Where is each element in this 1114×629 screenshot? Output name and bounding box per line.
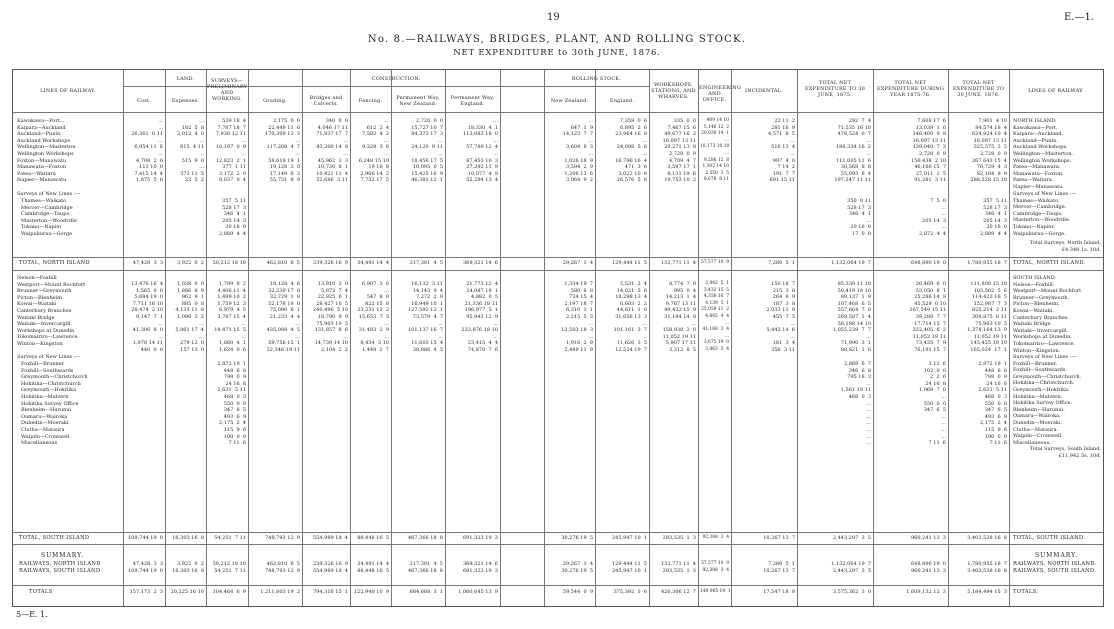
row-value: 129,444 11 5	[612, 260, 647, 266]
row-value: 92,388 3 4	[702, 535, 729, 540]
row-value: 54,251 7 11	[214, 535, 246, 541]
expenditure-table	[12, 69, 1104, 607]
north-rs-eng: 7,359 0 6 6,895 2 6 23,964 16 8 ... 24,098 5 6 ... 16,796 16 4 471 3 6 3,022 10 9 26,576 5 8	[615, 118, 647, 184]
south-lines-list: Nelson—Foxhill Westport—Mount Rochfort Brunner—Greymouth Picton—Blenheim Kowai—Waitaki Canterbury Branches Waitaki Bridge Waitaki—Invercargill Workshops at Dunedin Tokomairiro—Lawrence Winton—Kingston	[17, 275, 86, 347]
row-value: 648,890 19 0	[911, 561, 946, 567]
summary-north-label: RAILWAYS, NORTH ISLAND	[19, 561, 101, 567]
col-header-engineering: ENGINEERING AND OFFICE.	[699, 85, 741, 103]
north-total-1876: 7,901 4 10 84,574 18 4 624,924 10 4 16,097 13 11 325,375 3 5 2,728 0 9 267,643 15 4 76,729 4 3 82,104 9 9 288,528 15 10	[970, 118, 1007, 184]
south-total-label-right: TOTAL, SOUTH ISLAND.	[1013, 535, 1086, 541]
col-header-rolling: ROLLING STOCK.	[571, 76, 622, 82]
south-expenses: 1,038 0 0 1,886 8 9 962 9 1 885 0 8 4,135 11 8 1,096 3 2 ... 5,861 17 4 ... 279 12 0 157 13 0	[175, 281, 204, 353]
south-workshops: 8,774 7 0 995 0 4 14,213 1 4 9,787 13 11 49,422 15 9 31,184 14 8 ... 158,938 2 0 11,052 19 11 5,907 17 11 3,312 8 5	[662, 281, 696, 353]
row-value: 29,267 1 4	[562, 561, 593, 567]
col-header-total-1875: TOTAL NET EXPENDITURE TO 30 JUNE, 1875.	[805, 80, 865, 98]
row-value: 245,947 10 1	[612, 568, 647, 574]
row-value: 1,132,064 19 7	[831, 260, 871, 266]
row-value: 462,810 6 5	[266, 260, 300, 266]
south-surveys-heading: Surveys of New Lines :—	[17, 354, 81, 360]
row-value: 29,267 1 4	[562, 260, 593, 266]
col-header-pw-nz: Permanent Way, New Zealand.	[396, 95, 440, 107]
south-rs-nz: 1,334 19 7 580 6 8 724 15 4 2,197 18 7 6,210 1 1 2,215 5 3 ... 12,503 18 3 ... 1,916 2 9 2,489 11 9	[561, 281, 593, 353]
rule	[544, 70, 545, 606]
row-value: 1,609,132 12 3	[906, 589, 946, 595]
row-value: 375,392 1 6	[613, 589, 647, 595]
row-value: 88,448 16 5	[357, 568, 389, 574]
summary-totals-label: TOTALS	[29, 589, 53, 595]
north-survey-note: Total Surveys, North Island, £4,348 1s. 10d.	[1029, 240, 1101, 253]
page-reference: E.—1.	[1063, 12, 1094, 23]
rule	[302, 70, 303, 606]
row-value: 50,212 18 10	[212, 561, 246, 567]
col-header-incidental: INCIDENTAL.	[745, 88, 783, 94]
rule	[165, 70, 166, 606]
summary-heading-right: SUMMARY.	[1035, 552, 1079, 559]
south-surveys-new: 2,872 19 1 448 6 8 798 0 9 24 16 8 2,631 5 11 468 0 3 550 0 0 347 6 5 493 6 9 2,175 2 4 115 9 6 100 0 0 7 11 6	[217, 361, 246, 447]
south-surveys-list: Foxhill—Brunner Foxhill—Southwards Greymouth—Christchurch Hokitika—Christchurch Greymouth—Hokitika Hokitika—Malvern Hokitika Survey Office Blenheim—Hurunui Oamaru—Wairoka Dunedin—Moeraki Clutha—Mataura Waipihi—Cromwell Miscellaneous	[21, 361, 88, 447]
south-surveys-list-right: Surveys of New Lines :— Foxhill—Brunner. Foxhill—Southwards. Greymouth—Christchurch. Hokitika—Christchurch. Greymouth—Hokitika. Hokitika—Malvern. Hokitika Survey Office. Blenheim—Hurunui. Oamaru—Wairoka. Dunedin—Moeraki. Clutha—Mataura. Waipihi—Cromwell. Miscellaneous.	[1013, 354, 1082, 446]
south-year: 26,469 6 0 53,050 8 1 25,286 14 8 45,529 0 10 267,549 15 11 39,288 7 7 17,714 15 7 322,405 6 2 11,052 19 11 73,435 7 9 76,191 15 7	[909, 281, 946, 353]
col-header-total-year: TOTAL NET EXPENDITURE DURING YEAR 1875-76.	[876, 80, 945, 98]
row-value: 54,251 7 11	[214, 568, 246, 574]
rule	[731, 70, 732, 606]
rule	[206, 70, 207, 606]
col-header-rs-eng: England.	[609, 98, 635, 104]
col-header-total-1876: TOTAL NET EXPENDITURE TO 30 JUNE, 1876.	[952, 80, 1005, 98]
row-value: 245,947 10 1	[612, 535, 647, 541]
group-rule	[544, 86, 649, 87]
rule	[948, 70, 949, 606]
south-rs-eng: 5,531 2 4 14,021 5 6 18,298 13 4 6,603 2 2 44,611 1 0 31,656 13 3 ... 101,161 3 7 ... 11,626 3 5 12,524 19 7	[613, 281, 647, 353]
row-value: 7,280 5 1	[767, 260, 795, 266]
col-header-rs-nz: New Zealand.	[550, 98, 589, 104]
row-value: 7,280 5 1	[767, 561, 795, 567]
rule	[350, 70, 351, 606]
south-total-label: TOTAL, SOUTH ISLAND	[19, 535, 90, 541]
north-engineering: 409 14 10 5,146 12 2 20,030 14 1 ... 10,173 10 10 ... 9,286 12 8 1,302 14 10 2,550 3 5 8,678 8 11	[700, 118, 730, 183]
south-cost: 13,476 16 4 1,565 0 0 5,684 19 0 7,711 16 10 28,474 2 10 9,147 7 1 ... 41,306 8 0 ... 1,978 14 11 440 0 0	[131, 281, 163, 353]
rule	[595, 70, 596, 606]
row-value: 1,211,603 19 2	[260, 589, 300, 595]
north-total-label-right: TOTAL, NORTH ISLAND.	[1013, 260, 1086, 266]
row-value: 104,464 6 9	[212, 589, 246, 595]
row-value: 47,428 3 3	[132, 561, 163, 567]
north-workshops: 335 0 0 7,467 15 6 49,677 16 2 16,097 13 11 20,271 13 8 2,728 0 9 4,709 4 7 3,597 17 1 8,131 19 6 19,753 10 2	[662, 118, 696, 184]
header-rule	[13, 112, 1103, 113]
rule	[500, 70, 501, 606]
page-number: 19	[547, 12, 560, 23]
row-value: 92,388 3 4	[702, 568, 729, 573]
rule	[649, 70, 650, 606]
col-header-grading: Grading.	[263, 98, 287, 104]
north-total-1875: 292 7 4 71,535 16 10 478,524 0 7 ... 186,334 16 2 ... 111,005 11 6 30,568 8 8 55,093 8 4 197,247 11 11	[834, 118, 871, 184]
south-bridges: 13,910 3 0 5,872 7 4 22,925 6 1 28,427 10 5 240,496 5 10 18,790 9 9 75,903 10 5 131,857 8 6 ... 14,739 14 10 2,104 2 2	[313, 281, 348, 353]
total-rule	[13, 257, 1103, 258]
north-lines-list-right: NORTH ISLAND. Kawakawa—Port. Kaipara—Auckland. Auckland—Punin. Auckland Workshops. Wellington—Masterton. Wellington Workshops. Patea—Manawatu. Manawatu—Foxton. Patea—Waitara. Napier—Manawatu.	[1013, 118, 1074, 190]
north-total-1875-surveys: 350 0 11 528 17 3 346 4 1 ... 20 16 0 17 0 0	[847, 198, 871, 237]
south-total-1876-surveys: 2,872 19 1 448 6 8 798 0 9 24 16 8 2,631 5 11 468 0 3 550 0 0 347 6 5 493 6 9 2,175 2 4 115 9 6 100 0 0 7 11 6	[978, 361, 1007, 447]
row-value: 1,780,955 18 7	[967, 561, 1007, 567]
south-engineering: 3,042 5 1 3,432 15 5 4,356 16 7 4,139 5 1 25,059 11 2 4,692 4 4 ... 41,168 3 4 ... 3,675 19 0 3,463 3 4	[701, 281, 729, 352]
total-rule	[13, 544, 1103, 545]
col-header-workshops: WORKSHOPS, STATIONS, AND WHARVES.	[651, 82, 696, 100]
table-subtitle: NET EXPENDITURE to 30th JUNE, 1876.	[453, 48, 661, 58]
row-value: 5,184,494 15 3	[967, 589, 1007, 595]
col-header-surveys: SURVEYS—PRELIMINARY AND WORKING.	[207, 78, 248, 102]
col-header-fencing: Fencing.	[358, 98, 383, 104]
row-value: 369,321 14 6	[463, 260, 498, 266]
north-total-1876-surveys: 357 5 11 528 17 3 346 4 1 205 14 3 20 16 0 2,889 4 4	[979, 198, 1007, 237]
north-surveys-list: Thames—Waikato Mercer—Cambridge Cambridge—Taupo Masterton—Woodville Tokano—Napier Waipukurau—Gorge	[21, 198, 77, 237]
row-value: 684,668 3 1	[409, 589, 443, 595]
row-value: 554,989 18 4	[313, 568, 348, 574]
row-value: 17,547 18 8	[763, 589, 795, 595]
row-value: 129,444 11 5	[612, 561, 647, 567]
north-grading: 2,175 0 0 22,449 11 6 170,309 13 3 ... 117,208 4 7 ... 58,618 19 1 19,128 3 0 17,149 6 3 55,731 8 9	[265, 118, 300, 184]
row-value: 47,428 3 3	[132, 260, 163, 266]
north-bridges: 340 0 0 4,046 17 11 71,837 17 7 ... 43,200 14 8 ... 45,962 3 3 10,730 8 1 10,421 11 4 52,686 3 11	[316, 118, 348, 184]
north-surveys: 539 18 4 7,787 18 7 7,938 12 11 ... 10,197 0 9 ... 12,823 2 1 377 1 11 3,172 2 0 8,037 0 4	[215, 118, 246, 184]
row-value: 3,403,538 16 8	[967, 535, 1007, 541]
row-value: 157,173 2 3	[129, 589, 163, 595]
row-value: 3,922 0 2	[176, 260, 204, 266]
row-value: 10,267 13 7	[763, 568, 795, 574]
rule	[797, 70, 798, 606]
row-value: 30,276 19 5	[561, 535, 593, 541]
south-fencing: 6,907 3 0 ... 547 8 0 822 15 8 23,231 13 2 15,653 7 5 ... 31,493 2 9 ... 8,434 3 10 1,449 2 7	[357, 281, 389, 353]
south-total-1876: 111,808 15 10 103,502 5 6 114,423 16 5 152,987 7 3 825,214 2 11 308,875 8 11 75,903 10 5 1,378,164 13 9 11,052 19 11 145,425 10 10 165,024 17 1	[967, 281, 1007, 353]
row-value: 794,316 15 1	[313, 589, 348, 595]
row-value: 3,922 0 2	[176, 561, 204, 567]
group-rule	[248, 86, 544, 87]
table-title: No. 8.—RAILWAYS, BRIDGES, PLANT, AND ROLLING STOCK.	[367, 34, 747, 45]
row-value: 132,771 11 4	[661, 260, 696, 266]
north-rs-nz: ... 647 1 9 14,123 7 7 ... 3,604 8 3 ... 1,026 18 9 3,594 2 9 1,206 13 6 3,064 9 2	[562, 118, 593, 184]
row-value: 217,301 4 5	[409, 561, 443, 567]
col-header-land: LAND.	[176, 76, 195, 82]
row-value: 109,744 19 0	[128, 535, 163, 541]
summary-south-label-right: RAILWAYS, SOUTH ISLAND.	[1013, 568, 1097, 574]
row-value: 748,793 12 9	[265, 568, 300, 574]
row-value: 149,965 14 1	[700, 589, 731, 594]
row-value: 20,225 16 10	[170, 589, 204, 595]
row-value: 217,301 4 5	[409, 260, 443, 266]
row-value: 1,780,955 18 7	[967, 260, 1007, 266]
rule	[873, 70, 874, 606]
south-pw-eng: 21,773 12 4 24,087 19 1 4,882 0 5 21,336 18 11 196,977 5 1 95,943 12 9 ... 233,876 18 10 ... 23,415 4 4 74,870 7 6	[461, 281, 498, 353]
south-grading: 18,128 4 6 32,239 17 8 32,729 1 8 52,178 19 0 75,090 6 1 21,233 4 4 ... 435,088 4 5 ... 59,756 15 1 22,346 19 11	[266, 281, 300, 353]
north-pw-eng: ... 18,330 4 1 113,083 18 0 ... 57,789 12 4 ... 87,453 10 3 27,292 11 9 10,077 4 9 55,294 13 4	[463, 118, 498, 184]
col-header-lines-right: LINES OF RAILWAY.	[1028, 88, 1084, 94]
north-surveys-list-right: Surveys of New Lines :— Thames—Waikato. Mercer—Cambridge. Cambridge—Taupo. Masterton—Woodville. Tokano—Napier. Waipukurau—Gorge.	[1013, 191, 1077, 237]
row-value: 2,443,297 3 5	[832, 568, 871, 574]
row-value: 34,491 14 4	[357, 561, 389, 567]
south-surveys: 1,799 8 2 4,406 11 4 1,499 10 2 1,759 12 3 6,979 4 5 3,787 15 4 ... 18,471 15 5 ... 1,880 4 1 1,624 0 6	[214, 281, 246, 353]
row-value: 467,366 18 8	[408, 535, 443, 541]
row-value: 467,366 18 8	[408, 568, 443, 574]
row-value: 10,267 13 7	[763, 535, 795, 541]
north-surveys-new: 357 5 11 528 17 3 346 4 1 205 14 3 20 16 0 2,889 4 4	[218, 198, 246, 237]
row-value: 293,535 1 3	[662, 568, 696, 574]
row-value: 748,793 12 9	[265, 535, 300, 541]
row-value: 16,303 16 8	[172, 568, 204, 574]
row-value: 132,771 11 4	[661, 561, 696, 567]
row-value: 648,890 19 0	[911, 260, 946, 266]
rule	[248, 70, 249, 606]
north-fencing: ... 612 2 4 7,582 4 2 ... 9,329 3 8 ... 6,248 15 10 19 16 9 2,966 14 2 7,732 17 5	[358, 118, 389, 184]
page-footer: 5—E. 1.	[16, 610, 48, 619]
south-year-surveys: 3 12 6 102 0 0 2 2 6 24 16 8 1,069 7 0 ... 550 0 0 347 6 5 ... ... ... ... 7 11 6	[918, 361, 946, 447]
row-value: 3,575,362 3 0	[832, 589, 871, 595]
south-survey-note: Total Surveys, South Island, £11,942 5s. 10d.	[1029, 446, 1101, 459]
row-value: 691,323 19 3	[463, 568, 498, 574]
row-value: 122,940 10 9	[354, 589, 389, 595]
col-header-lines: LINES OF RAILWAY.	[40, 88, 96, 94]
row-value: 57,577 10 9	[701, 260, 729, 265]
total-rule	[13, 585, 1103, 586]
summary-north-label-right: RAILWAYS, NORTH ISLAND.	[1013, 561, 1097, 567]
rule	[391, 70, 392, 606]
row-value: 239,326 16 9	[313, 561, 348, 567]
row-value: 1,132,064 19 7	[831, 561, 871, 567]
total-rule	[13, 532, 1103, 533]
row-value: 239,326 16 9	[313, 260, 348, 266]
row-value: 59,544 0 9	[562, 589, 593, 595]
row-value: 960,241 13 3	[911, 568, 946, 574]
row-value: 109,744 19 0	[128, 568, 163, 574]
summary-totals-label-right: TOTALS.	[1013, 589, 1039, 595]
north-pw-nz: 2,720 0 0 15,727 10 7 84,373 17 3 ... 24,120 9 11 ... 18,456 17 5 10,095 0 5 15,425 16 9 46,381 12 1	[411, 118, 443, 184]
south-total-1875: 85,339 11 10 50,419 18 10 89,137 1 9 107,468 6 5 557,664 7 0 269,587 1 4 58,188 14 10 1,055,239 7 7 ... 71,990 3 1 88,821 1 6	[832, 281, 871, 353]
summary-heading: SUMMARY.	[41, 552, 85, 559]
north-incidental: 22 11 2 281 16 9 4,571 8 5 ... 516 13 4 ... 997 4 0 7 14 2 191 7 7 691 15 11	[767, 118, 795, 184]
row-value: 57,577 10 9	[701, 561, 729, 566]
row-value: 50,212 18 10	[212, 260, 246, 266]
north-lines-list: Kawakawa—Port... Kaipara—Auckland Auckland—Punin Auckland Workshops Wellington—Masterton Wellington Workshops Foxton—Manawatu Manawatu—Foxton Patea—Waitara Napier—Manawatu	[17, 118, 76, 184]
south-incidental: 150 18 7 215 3 8 264 6 9 187 3 8 2,033 11 9 455 7 5 ... 5,443 14 6 ... 181 3 4 356 3 11	[766, 281, 795, 353]
row-value: 1,060,645 13 9	[458, 589, 498, 595]
row-value: 960,241 13 3	[911, 535, 946, 541]
col-header-pw-eng: Permanent Way, England.	[450, 95, 495, 107]
row-value: 2,443,297 3 5	[832, 535, 871, 541]
north-year-surveys: 7 5 0 ... ... 205 14 3 ... 2,872 4 4	[918, 198, 946, 237]
row-value: 369,321 14 6	[463, 561, 498, 567]
col-header-cost: Cost.	[136, 98, 151, 104]
south-total-1875-surveys: 2,869 6 7 346 6 8 795 18 3 ... 1,561 18 11 468 0 3 ... ... ... ... ... ... ...	[840, 361, 871, 447]
row-value: 691,323 19 3	[463, 535, 498, 541]
summary-south-label: RAILWAYS, SOUTH ISLAND	[19, 568, 101, 574]
col-header-bridges: Bridges and Culverts.	[309, 95, 343, 107]
row-value: 88,448 16 5	[357, 535, 389, 541]
rule	[123, 70, 124, 606]
row-value: 34,491 14 4	[357, 260, 389, 266]
north-expenses: ... 182 5 8 2,012 4 0 ... 815 4 11 ... 515 9 0 ... 372 11 5 23 5 2	[176, 118, 204, 184]
row-value: 426,306 12 7	[661, 589, 696, 595]
rule	[445, 70, 446, 606]
row-value: 16,303 16 8	[172, 535, 204, 541]
col-header-expenses: Expenses.	[171, 98, 200, 104]
col-header-construction: CONSTRUCTION.	[371, 76, 421, 82]
row-value: 3,403,538 16 8	[967, 568, 1007, 574]
north-cost: ... ... 26,361 0 11 ... 6,954 11 6 ... 4,708 2 0 113 10 0 7,415 14 4 1,875 5 0	[131, 118, 163, 184]
south-lines-list-right: SOUTH ISLAND. Nelson—Foxhill. Westport—Mount Rochfort. Brunner—Greymouth. Picton—Blenheim. Kowai—Waitaki. Canterbury Branches. Waitaki Bridge. Waitaki—Invercargill. Workshops at Dunedin. Tokomairiro—Lawrence. Winton—Kingston.	[1013, 275, 1083, 354]
south-pw-nz: 16,132 3 11 14,143 9 4 7,272 2 9 16,949 10 1 127,592 12 1 73,579 4 7 ... 161,137 16 7 ... 11,603 15 4 38,886 4 5	[408, 281, 443, 353]
rule	[1009, 70, 1010, 606]
north-total-label: TOTAL, NORTH ISLAND	[19, 260, 90, 266]
row-value: 293,535 1 3	[662, 535, 696, 541]
row-value: 554,989 18 4	[313, 535, 348, 541]
row-value: 30,276 19 5	[561, 568, 593, 574]
north-year: 7,608 17 6 13,039 1 6 146,400 9 9 16,097 13 11 139,040 7 3 2,728 0 9 156,438 2 10 46,160 15 7 27,011 1 5 91,281 3 11	[911, 118, 946, 184]
total-rule	[13, 270, 1103, 271]
row-value: 462,810 6 5	[266, 561, 300, 567]
north-surveys-heading: Surveys of New Lines :—	[17, 191, 81, 197]
rule	[698, 70, 699, 606]
